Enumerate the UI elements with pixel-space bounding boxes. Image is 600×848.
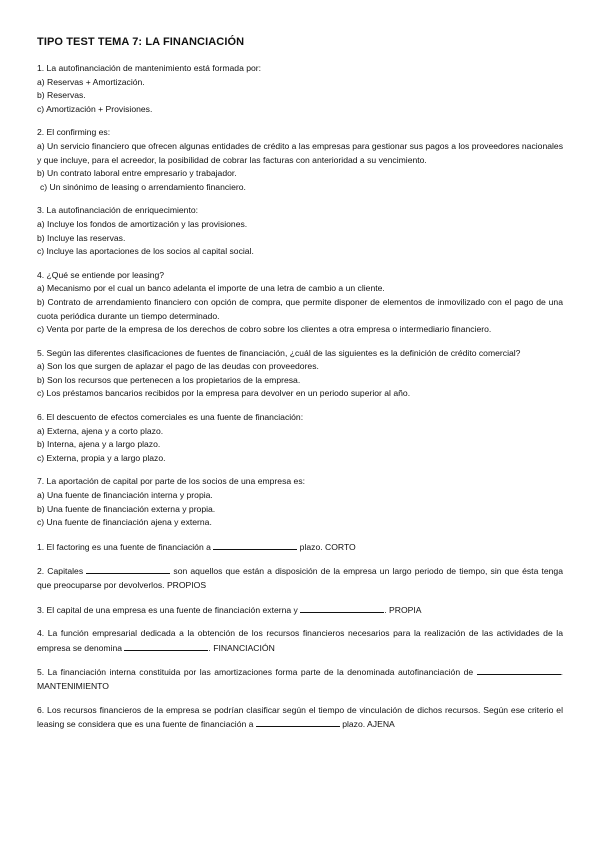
option-b: b) Contrato de arrendamiento financiero con opción de compra, que permite disponer de elementos de inmovilizado con el pago de una cuota periódica durante un tiempo determinado. — [37, 296, 563, 321]
option-b: b) Una fuente de financiación externa y propia. — [37, 503, 216, 514]
option-a: a) Externa, ajena y a corto plazo. — [37, 425, 164, 436]
option-a: a) Incluye los fondos de amortización y las provisiones. — [37, 218, 248, 229]
option-b: b) Un contrato laboral entre empresario y trabajador. — [37, 168, 237, 179]
question-4 — [37, 269, 563, 337]
question-3 — [37, 204, 563, 258]
fill-in-4 — [37, 627, 563, 655]
option-c: c) Amortización + Provisiones. — [37, 103, 153, 114]
option-a: a) Son los que surgen de aplazar el pago de las deudas con proveedores. — [37, 361, 319, 372]
option-a: a) Un servicio financiero que ofrecen algunas entidades de crédito a las empresas para gestionar sus pagos a los proveedores nacionales y que incluye, para el acreedor, la posibilidad de cobrar las facturas con anterioridad a su vencimiento. — [37, 140, 563, 165]
option-b: b) Incluye las reservas. — [37, 232, 126, 243]
fill-in-6 — [37, 704, 563, 732]
answer-blank — [300, 603, 384, 613]
question-text: 5. Según las diferentes clasificaciones de fuentes de financiación, ¿cuál de las siguientes es la definición de crédito comercial? — [37, 347, 521, 358]
fill-in-before: 5. La financiación interna constituida por las amortizaciones forma parte de la denominada autofinanciación de — [37, 667, 477, 678]
answer-blank — [477, 665, 561, 675]
fill-in-before: 6. Los recursos financieros de la empresa se podrían clasificar según el tiempo de vinculación de dichos recursos. Según ese criterio el leasing se considera que es una fuente de financiación a — [37, 704, 563, 730]
option-a: a) Mecanismo por el cual un banco adelanta el importe de una letra de cambio a un cliente. — [37, 283, 385, 294]
option-b: b) Son los recursos que pertenecen a los propietarios de la empresa. — [37, 374, 301, 385]
fill-in-1 — [37, 540, 563, 555]
question-2 — [37, 126, 563, 194]
question-text: 7. La aportación de capital por parte de los socios de una empresa es: — [37, 476, 306, 487]
option-c: c) Los préstamos bancarios recibidos por la empresa para devolver en un periodo superior al año. — [37, 388, 411, 399]
question-7 — [37, 475, 563, 529]
option-c: c) Venta por parte de la empresa de los derechos de cobro sobre los clientes a otra empresa o intermediario financiero. — [37, 324, 492, 335]
answer-blank — [86, 564, 170, 574]
option-c: c) Externa, propia y a largo plazo. — [37, 452, 166, 463]
option-b: b) Reservas. — [37, 90, 86, 101]
fill-in-5 — [37, 665, 563, 693]
question-1 — [37, 62, 563, 116]
question-text: 1. La autofinanciación de mantenimiento está formada por: — [37, 63, 262, 73]
fill-in-before: 3. El capital de una empresa es una fuente de financiación externa y — [37, 604, 301, 615]
question-text: 3. La autofinanciación de enriquecimiento: — [37, 205, 199, 216]
fill-in-2 — [37, 564, 563, 592]
fill-in-before: 2. Capitales — [37, 566, 87, 577]
fill-in-after: son aquellos que están a disposición de la empresa un largo periodo de tiempo, sin que ésta tenga que preocuparse por devolverlos. PROPIOS — [37, 566, 563, 590]
question-text: 4. ¿Qué se entiende por leasing? — [37, 269, 165, 280]
fill-in-after: . FINANCIACIÓN — [208, 642, 275, 653]
option-c: c) Incluye las aportaciones de los socios al capital social. — [37, 246, 254, 257]
fill-in-after: plazo. CORTO — [297, 541, 356, 552]
question-text: 6. El descuento de efectos comerciales es una fuente de financiación: — [37, 412, 304, 423]
option-a: a) Una fuente de financiación interna y propia. — [37, 490, 213, 501]
document-page — [37, 36, 563, 742]
option-c: c) Una fuente de financiación ajena y externa. — [37, 517, 212, 528]
page-title: TIPO TEST TEMA 7: LA FINANCIACIÓN — [37, 36, 245, 48]
option-c: c) Un sinónimo de leasing o arrendamiento financiero. — [40, 181, 246, 192]
question-5 — [37, 347, 563, 401]
fill-in-after: . MANTENIMIENTO — [37, 667, 563, 691]
answer-blank — [213, 540, 297, 550]
option-b: b) Interna, ajena y a largo plazo. — [37, 439, 161, 450]
fill-in-before: 1. El factoring es una fuente de financiación a — [37, 541, 214, 552]
fill-in-after: . PROPIA — [384, 604, 422, 615]
answer-blank — [256, 717, 340, 727]
answer-blank — [124, 641, 208, 651]
fill-in-3 — [37, 603, 563, 618]
fill-in-before: 4. La función empresarial dedicada a la obtención de los recursos financieros necesarios para la realización de las actividades de la empresa se denomina — [37, 628, 563, 653]
option-a: a) Reservas + Amortización. — [37, 76, 145, 87]
question-text: 2. El confirming es: — [37, 127, 111, 138]
fill-in-after: plazo. AJENA — [339, 719, 395, 730]
question-6 — [37, 411, 563, 465]
